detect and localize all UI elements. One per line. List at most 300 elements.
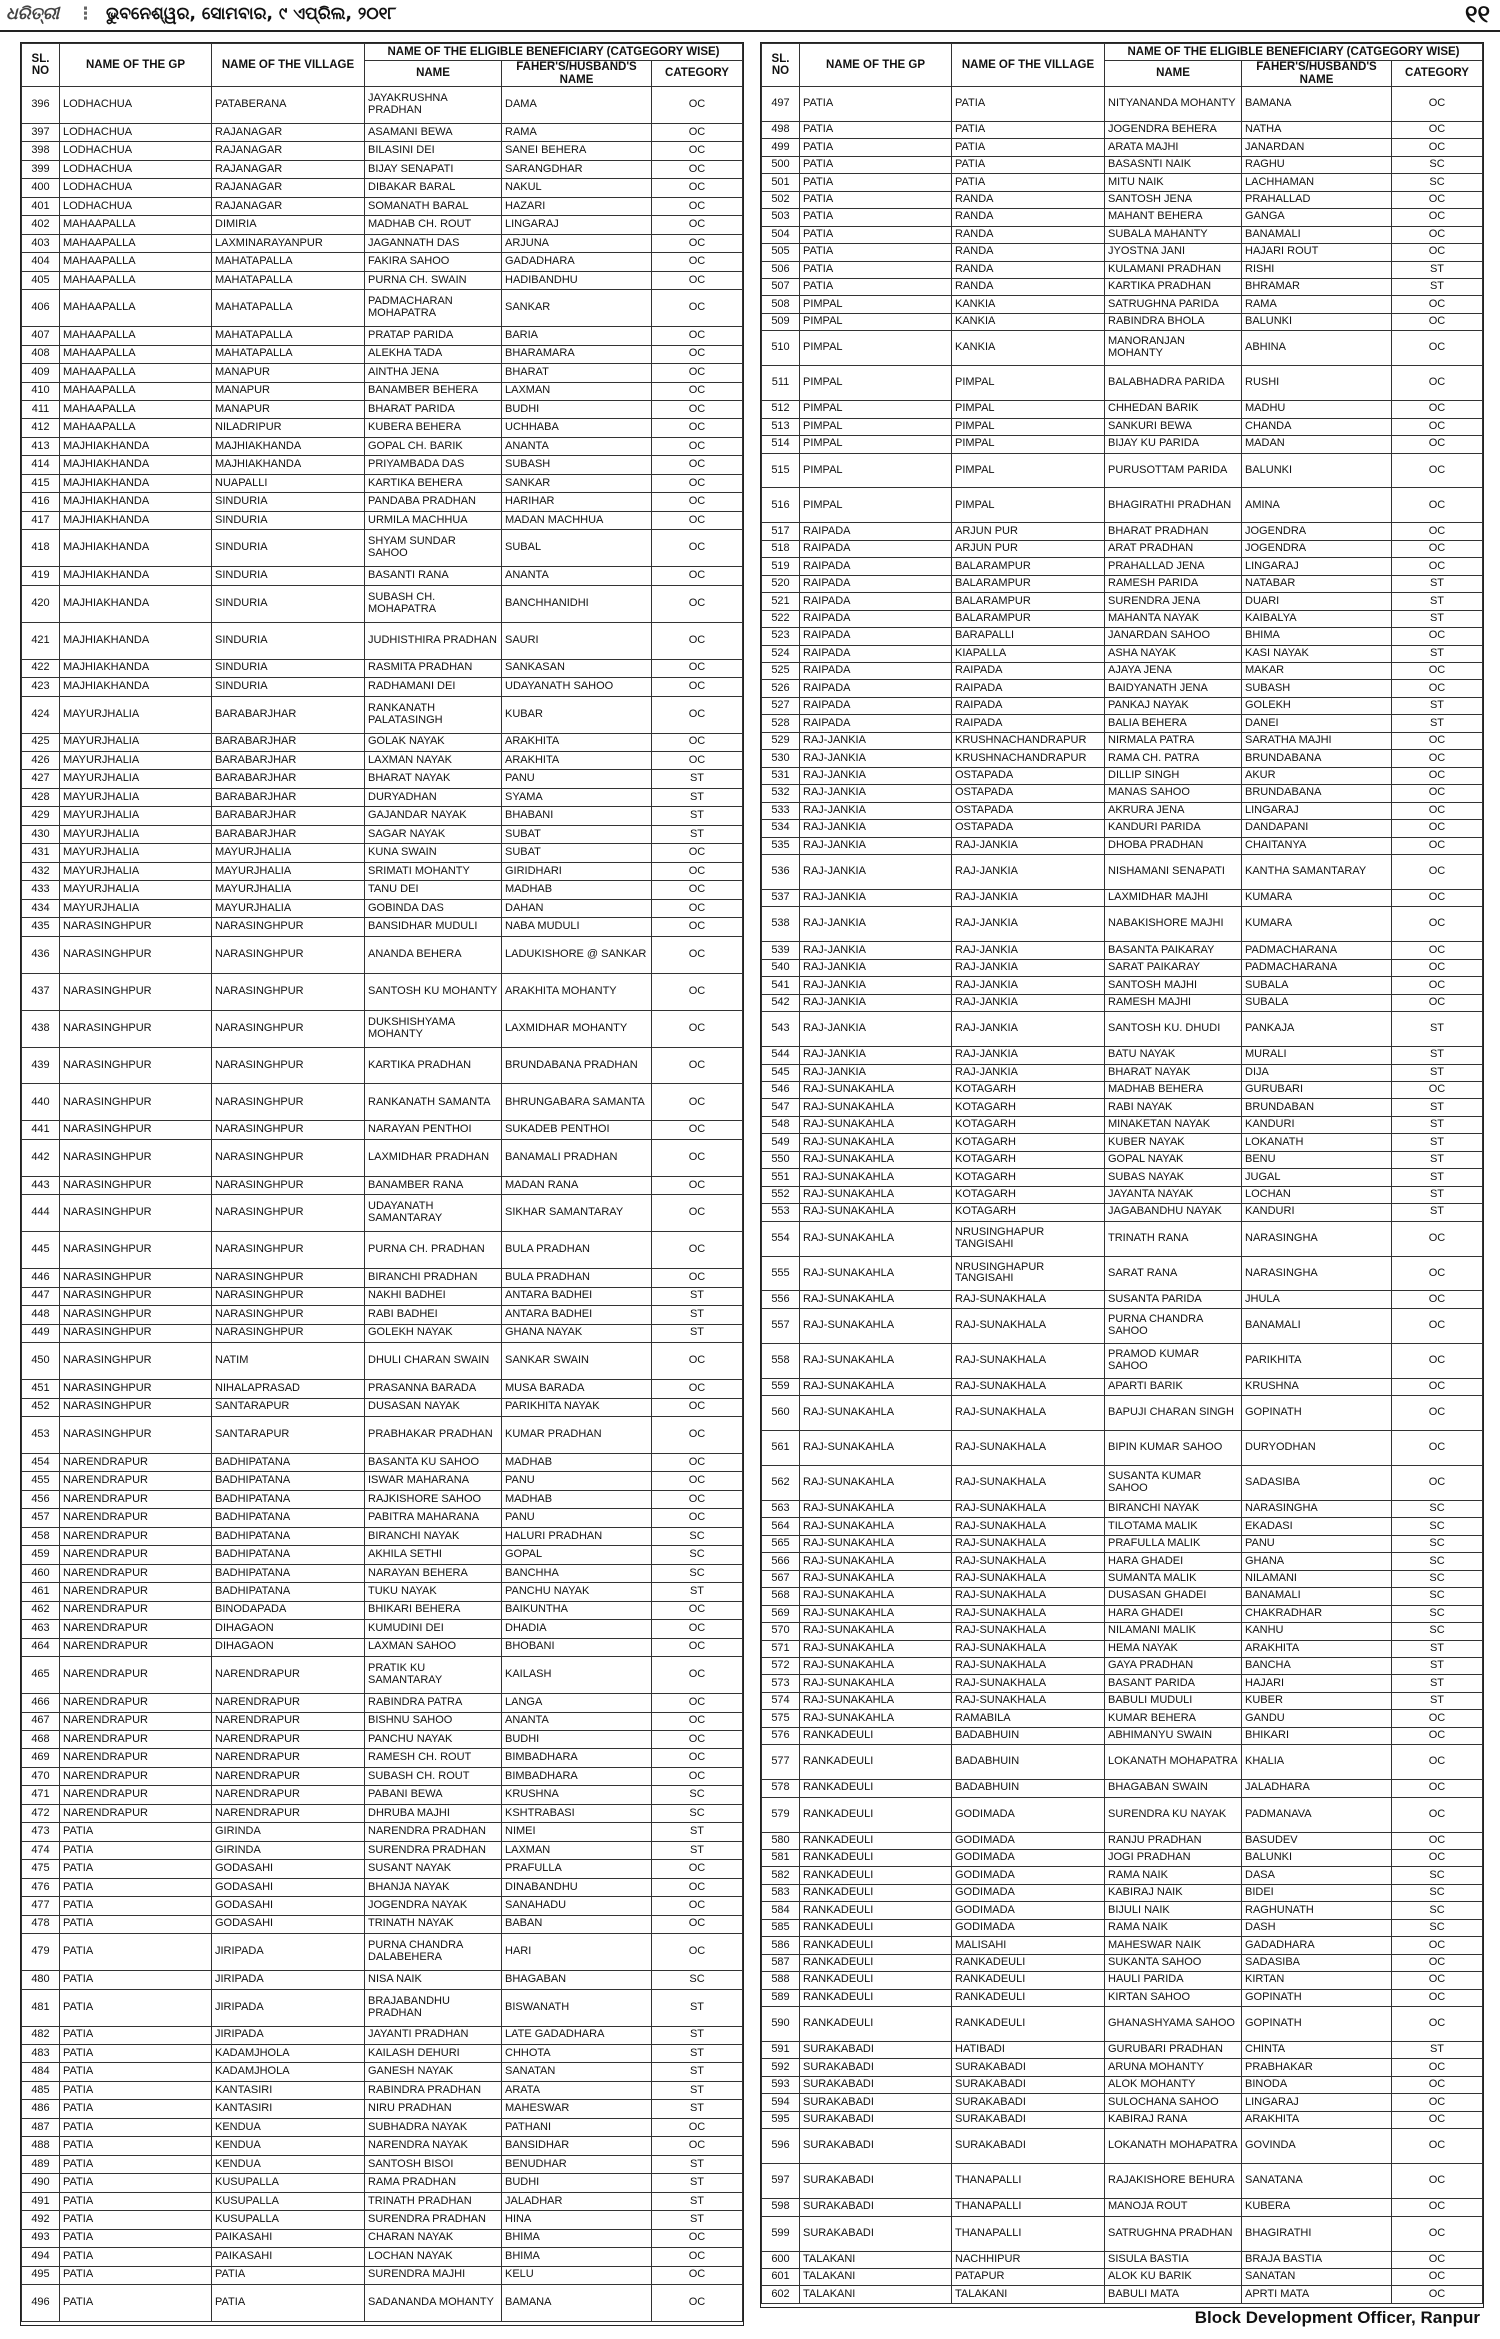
- category-cell: OC: [652, 179, 743, 197]
- father-name-cell: BALUNKI: [1242, 453, 1392, 488]
- father-name-cell: BHIMA: [502, 2229, 652, 2247]
- village-cell: BALARAMPUR: [952, 593, 1105, 610]
- gp-cell: RAJ-SUNAKAHLA: [800, 1640, 952, 1657]
- table-row: [762, 244, 1483, 261]
- name-cell: SURENDRA MAJHI: [365, 2266, 502, 2284]
- name-cell: KARTIKA BEHERA: [365, 474, 502, 492]
- sl-no-cell: 602: [762, 2286, 800, 2303]
- table-row: [22, 1269, 743, 1287]
- gp-cell: PATIA: [60, 2081, 212, 2099]
- father-name-cell: KASI NAYAK: [1242, 645, 1392, 662]
- sl-no-cell: 592: [762, 2059, 800, 2076]
- village-cell: SANTARAPUR: [212, 1416, 365, 1453]
- gp-cell: RAJ-JANKIA: [800, 1047, 952, 1064]
- village-cell: GIRINDA: [212, 1823, 365, 1841]
- table-row: [22, 271, 743, 289]
- table-row: [762, 174, 1483, 191]
- village-cell: RAJ-SUNAKHALA: [952, 1308, 1105, 1343]
- sl-no-cell: 557: [762, 1308, 800, 1343]
- name-cell: RADHAMANI DEI: [365, 678, 502, 696]
- father-name-cell: SANATAN: [1242, 2268, 1392, 2285]
- category-cell: OC: [652, 2118, 743, 2136]
- category-cell: ST: [652, 825, 743, 843]
- sl-no-cell: 416: [22, 493, 60, 511]
- category-cell: OC: [652, 2248, 743, 2266]
- col-village: NAME OF THE VILLAGE: [952, 44, 1105, 87]
- name-cell: BIJULI NAIK: [1105, 1902, 1242, 1919]
- sl-no-cell: 440: [22, 1084, 60, 1121]
- name-cell: UDAYANATH SAMANTARAY: [365, 1195, 502, 1232]
- father-name-cell: BHABANI: [502, 807, 652, 825]
- sl-no-cell: 508: [762, 296, 800, 313]
- category-cell: OC: [652, 1010, 743, 1047]
- sl-no-cell: 594: [762, 2094, 800, 2111]
- name-cell: PANCHU NAYAK: [365, 1730, 502, 1748]
- village-cell: RAJ-SUNAKHALA: [952, 1640, 1105, 1657]
- sl-no-cell: 563: [762, 1500, 800, 1517]
- table-row: [762, 715, 1483, 732]
- father-name-cell: DAHAN: [502, 899, 652, 917]
- father-name-cell: RAGHU: [1242, 156, 1392, 173]
- category-cell: ST: [652, 2211, 743, 2229]
- father-name-cell: BINODA: [1242, 2076, 1392, 2093]
- father-name-cell: SANKAR: [502, 290, 652, 327]
- father-name-cell: BHIMA: [502, 2248, 652, 2266]
- sl-no-cell: 419: [22, 567, 60, 585]
- village-cell: RAJ-SUNAKHALA: [952, 1658, 1105, 1675]
- father-name-cell: BUDHI: [502, 1730, 652, 1748]
- father-name-cell: MADHU: [1242, 401, 1392, 418]
- table-row: [762, 575, 1483, 592]
- father-name-cell: BANCHA: [1242, 1658, 1392, 1675]
- table-row: [22, 530, 743, 567]
- table-row: [22, 1306, 743, 1324]
- table-row: [22, 1841, 743, 1859]
- gp-cell: NARENDRAPUR: [60, 1804, 212, 1822]
- father-name-cell: BIMBADHARA: [502, 1767, 652, 1785]
- category-cell: OC: [652, 918, 743, 936]
- category-cell: OC: [652, 419, 743, 437]
- father-name-cell: BANCHHANIDHI: [502, 585, 652, 622]
- gp-cell: RAJ-SUNAKAHLA: [800, 1204, 952, 1221]
- sl-no-cell: 409: [22, 364, 60, 382]
- father-name-cell: PRAHALLAD: [1242, 191, 1392, 208]
- village-cell: RAJ-SUNAKHALA: [952, 1692, 1105, 1709]
- village-cell: RAMABILA: [952, 1710, 1105, 1727]
- gp-cell: SURAKABADI: [800, 2059, 952, 2076]
- gp-cell: NARASINGHPUR: [60, 1010, 212, 1047]
- sl-no-cell: 407: [22, 327, 60, 345]
- village-cell: BADABHUIN: [952, 1745, 1105, 1780]
- sl-no-cell: 434: [22, 899, 60, 917]
- gp-cell: RAJ-SUNAKAHLA: [800, 1588, 952, 1605]
- father-name-cell: PRAFULLA: [502, 1860, 652, 1878]
- father-name-cell: SARANGDHAR: [502, 160, 652, 178]
- village-cell: SANTARAPUR: [212, 1398, 365, 1416]
- name-cell: SATRUGHNA PARIDA: [1105, 296, 1242, 313]
- category-cell: SC: [1392, 1518, 1483, 1535]
- table-row: [22, 1010, 743, 1047]
- name-cell: URMILA MACHHUA: [365, 511, 502, 529]
- gp-cell: NARENDRAPUR: [60, 1620, 212, 1638]
- father-name-cell: BENUDHAR: [502, 2155, 652, 2173]
- category-cell: OC: [652, 1084, 743, 1121]
- category-cell: SC: [1392, 1500, 1483, 1517]
- father-name-cell: PANU: [502, 1509, 652, 1527]
- gp-cell: MAJHIAKHANDA: [60, 493, 212, 511]
- name-cell: KUBERA BEHERA: [365, 419, 502, 437]
- name-cell: BHAGABAN SWAIN: [1105, 1780, 1242, 1797]
- table-row: [762, 313, 1483, 330]
- table-row: [762, 1553, 1483, 1570]
- category-cell: OC: [1392, 942, 1483, 959]
- sl-no-cell: 574: [762, 1692, 800, 1709]
- father-name-cell: APRTI MATA: [1242, 2286, 1392, 2303]
- name-cell: BASANTA PAIKARAY: [1105, 942, 1242, 959]
- gp-cell: PATIA: [800, 209, 952, 226]
- gp-cell: PIMPAL: [800, 313, 952, 330]
- father-name-cell: RAGHUNATH: [1242, 1902, 1392, 1919]
- table-row: [22, 2100, 743, 2118]
- table-row: [22, 1084, 743, 1121]
- name-cell: SURENDRA PRADHAN: [365, 1841, 502, 1859]
- category-cell: SC: [1392, 1605, 1483, 1622]
- table-row: [22, 1472, 743, 1490]
- name-cell: SANKURI BEWA: [1105, 418, 1242, 435]
- category-cell: OC: [1392, 418, 1483, 435]
- sl-no-cell: 491: [22, 2192, 60, 2210]
- sl-no-cell: 496: [22, 2285, 60, 2322]
- father-name-cell: SANKAR: [502, 474, 652, 492]
- village-cell: RAJ-SUNAKHALA: [952, 1518, 1105, 1535]
- gp-cell: NARASINGHPUR: [60, 1139, 212, 1176]
- gp-cell: RAJ-JANKIA: [800, 732, 952, 749]
- name-cell: ALOK MOHANTY: [1105, 2076, 1242, 2093]
- category-cell: OC: [652, 197, 743, 215]
- gp-cell: SURAKABADI: [800, 2199, 952, 2216]
- gp-cell: PATIA: [800, 244, 952, 261]
- village-cell: PIMPAL: [952, 418, 1105, 435]
- sl-no-cell: 494: [22, 2248, 60, 2266]
- sl-no-cell: 398: [22, 142, 60, 160]
- name-cell: PANKAJ NAYAK: [1105, 697, 1242, 714]
- gp-cell: NARENDRAPUR: [60, 1767, 212, 1785]
- father-name-cell: SIKHAR SAMANTARAY: [502, 1195, 652, 1232]
- table-row: [22, 290, 743, 327]
- name-cell: BANAMBER BEHERA: [365, 382, 502, 400]
- table-row: [762, 1832, 1483, 1849]
- sl-no-cell: 417: [22, 511, 60, 529]
- gp-cell: MAJHIAKHANDA: [60, 437, 212, 455]
- sl-no-cell: 584: [762, 1902, 800, 1919]
- sl-no-cell: 458: [22, 1527, 60, 1545]
- table-row: [22, 2285, 743, 2322]
- sl-no-cell: 464: [22, 1638, 60, 1656]
- village-cell: RAJ-SUNAKHALA: [952, 1291, 1105, 1308]
- name-cell: JAGANNATH DAS: [365, 234, 502, 252]
- father-name-cell: LANGA: [502, 1694, 652, 1712]
- category-cell: ST: [1392, 261, 1483, 278]
- table-row: [762, 2042, 1483, 2059]
- gp-cell: PATIA: [60, 1860, 212, 1878]
- category-cell: OC: [652, 142, 743, 160]
- category-cell: OC: [1392, 191, 1483, 208]
- gp-cell: NARENDRAPUR: [60, 1546, 212, 1564]
- sl-no-cell: 414: [22, 456, 60, 474]
- name-cell: PRABHAKAR PRADHAN: [365, 1416, 502, 1453]
- gp-cell: RAJ-SUNAKAHLA: [800, 1081, 952, 1098]
- sl-no-cell: 402: [22, 216, 60, 234]
- table-row: [762, 663, 1483, 680]
- village-cell: RANKADEULI: [952, 1989, 1105, 2006]
- name-cell: JAGABANDHU NAYAK: [1105, 1204, 1242, 1221]
- name-cell: ARAT PRADHAN: [1105, 540, 1242, 557]
- category-cell: OC: [652, 1657, 743, 1694]
- village-cell: RAJ-JANKIA: [952, 1047, 1105, 1064]
- sl-no-cell: 490: [22, 2174, 60, 2192]
- table-row: [22, 1546, 743, 1564]
- sl-no-cell: 578: [762, 1780, 800, 1797]
- category-cell: OC: [1392, 820, 1483, 837]
- table-row: [22, 1712, 743, 1730]
- gp-cell: SURAKABADI: [800, 2129, 952, 2164]
- category-cell: OC: [652, 345, 743, 363]
- name-cell: PRATAP PARIDA: [365, 327, 502, 345]
- name-cell: ISWAR MAHARANA: [365, 1472, 502, 1490]
- sl-no-cell: 600: [762, 2251, 800, 2268]
- table-row: [22, 2248, 743, 2266]
- table-row: [22, 160, 743, 178]
- gp-cell: RAJ-SUNAKAHLA: [800, 1605, 952, 1622]
- sl-no-cell: 546: [762, 1081, 800, 1098]
- table-row: [22, 1860, 743, 1878]
- father-name-cell: ARATA: [502, 2081, 652, 2099]
- sl-no-cell: 424: [22, 696, 60, 733]
- category-cell: ST: [652, 1583, 743, 1601]
- table-row: [22, 2192, 743, 2210]
- father-name-cell: SANATAN: [502, 2063, 652, 2081]
- category-cell: SC: [1392, 1919, 1483, 1936]
- table-row: [22, 493, 743, 511]
- village-cell: KUSUPALLA: [212, 2192, 365, 2210]
- village-cell: GODIMADA: [952, 1867, 1105, 1884]
- table-row: [762, 523, 1483, 540]
- sl-no-cell: 523: [762, 628, 800, 645]
- father-name-cell: LADUKISHORE @ SANKAR: [502, 936, 652, 973]
- father-name-cell: DANEI: [1242, 715, 1392, 732]
- name-cell: DUSASAN NAYAK: [365, 1398, 502, 1416]
- village-cell: SURAKABADI: [952, 2076, 1105, 2093]
- category-cell: OC: [1392, 767, 1483, 784]
- category-cell: OC: [1392, 296, 1483, 313]
- category-cell: OC: [1392, 523, 1483, 540]
- table-row: [762, 1937, 1483, 1954]
- category-cell: OC: [652, 364, 743, 382]
- name-cell: LAXMIDHAR MAJHI: [1105, 889, 1242, 906]
- sl-no-cell: 446: [22, 1269, 60, 1287]
- category-cell: OC: [652, 290, 743, 327]
- father-name-cell: SANKASAN: [502, 659, 652, 677]
- table-row: [22, 825, 743, 843]
- father-name-cell: CHAITANYA: [1242, 837, 1392, 854]
- gp-cell: MAYURJHALIA: [60, 696, 212, 733]
- name-cell: DURYADHAN: [365, 788, 502, 806]
- father-name-cell: HARI: [502, 1934, 652, 1971]
- sl-no-cell: 568: [762, 1588, 800, 1605]
- father-name-cell: KRUSHNA: [502, 1786, 652, 1804]
- sl-no-cell: 421: [22, 622, 60, 659]
- father-name-cell: MUSA BARADA: [502, 1380, 652, 1398]
- village-cell: NARENDRAPUR: [212, 1749, 365, 1767]
- gp-cell: NARENDRAPUR: [60, 1527, 212, 1545]
- table-row: [762, 820, 1483, 837]
- category-cell: SC: [652, 1564, 743, 1582]
- name-cell: KARTIKA PRADHAN: [365, 1047, 502, 1084]
- father-name-cell: SANKAR SWAIN: [502, 1343, 652, 1380]
- father-name-cell: MAKAR: [1242, 663, 1392, 680]
- table-row: [22, 1583, 743, 1601]
- name-cell: SURENDRA PRADHAN: [365, 2211, 502, 2229]
- gp-cell: PIMPAL: [800, 331, 952, 366]
- sl-no-cell: 522: [762, 610, 800, 627]
- father-name-cell: LAXMAN: [502, 382, 652, 400]
- gp-cell: PATIA: [800, 121, 952, 138]
- village-cell: RAJ-JANKIA: [952, 1064, 1105, 1081]
- category-cell: OC: [652, 530, 743, 567]
- category-cell: OC: [1392, 628, 1483, 645]
- name-cell: SUSANTA KUMAR SAHOO: [1105, 1466, 1242, 1501]
- father-name-cell: LATE GADADHARA: [502, 2026, 652, 2044]
- table-row: [762, 1431, 1483, 1466]
- category-cell: OC: [652, 1176, 743, 1194]
- sl-no-cell: 432: [22, 862, 60, 880]
- father-name-cell: DAMA: [502, 87, 652, 124]
- village-cell: SURAKABADI: [952, 2111, 1105, 2128]
- village-cell: NARASINGHPUR: [212, 1176, 365, 1194]
- village-cell: RAJ-JANKIA: [952, 942, 1105, 959]
- table-row: [22, 197, 743, 215]
- father-name-cell: KAILASH: [502, 1657, 652, 1694]
- gp-cell: RAIPADA: [800, 523, 952, 540]
- category-cell: ST: [1392, 610, 1483, 627]
- name-cell: PRATIK KU SAMANTARAY: [365, 1657, 502, 1694]
- name-cell: MAHANT BEHERA: [1105, 209, 1242, 226]
- gp-cell: PATIA: [60, 2100, 212, 2118]
- gp-cell: RAJ-SUNAKAHLA: [800, 1116, 952, 1133]
- table-row: [762, 802, 1483, 819]
- category-cell: OC: [652, 1915, 743, 1933]
- gp-cell: RANKADEULI: [800, 1902, 952, 1919]
- village-cell: RANDA: [952, 244, 1105, 261]
- sl-no-cell: 543: [762, 1012, 800, 1047]
- table-row: [762, 1640, 1483, 1657]
- gp-cell: MAYURJHALIA: [60, 807, 212, 825]
- gp-cell: PATIA: [60, 2266, 212, 2284]
- table-row: [22, 696, 743, 733]
- village-cell: BARABARJHAR: [212, 733, 365, 751]
- name-cell: SANTOSH KU. DHUDI: [1105, 1012, 1242, 1047]
- father-name-cell: ANTARA BADHEI: [502, 1287, 652, 1305]
- sl-no-cell: 569: [762, 1605, 800, 1622]
- gp-cell: RAJ-JANKIA: [800, 837, 952, 854]
- gp-cell: RANKADEULI: [800, 1745, 952, 1780]
- category-cell: OC: [652, 899, 743, 917]
- category-cell: ST: [652, 2044, 743, 2062]
- gp-cell: PATIA: [60, 2192, 212, 2210]
- village-cell: RAIPADA: [952, 697, 1105, 714]
- gp-cell: RANKADEULI: [800, 1780, 952, 1797]
- sl-no-cell: 589: [762, 1989, 800, 2006]
- sl-no-cell: 405: [22, 271, 60, 289]
- sl-no-cell: 586: [762, 1937, 800, 1954]
- village-cell: NARASINGHPUR: [212, 1010, 365, 1047]
- father-name-cell: GHANA: [1242, 1553, 1392, 1570]
- gp-cell: RAJ-SUNAKAHLA: [800, 1291, 952, 1308]
- father-name-cell: PRABHAKAR: [1242, 2059, 1392, 2076]
- gp-cell: NARENDRAPUR: [60, 1453, 212, 1471]
- gp-cell: RAJ-SUNAKAHLA: [800, 1151, 952, 1168]
- category-cell: OC: [1392, 1972, 1483, 1989]
- table-row: [762, 1064, 1483, 1081]
- sl-no-cell: 537: [762, 889, 800, 906]
- father-name-cell: DASA: [1242, 1867, 1392, 1884]
- table-row: [22, 2026, 743, 2044]
- table-row: [762, 1081, 1483, 1098]
- sl-no-cell: 430: [22, 825, 60, 843]
- gp-cell: MAYURJHALIA: [60, 751, 212, 769]
- table-row: [762, 889, 1483, 906]
- sl-no-cell: 562: [762, 1466, 800, 1501]
- table-row: [762, 1169, 1483, 1186]
- village-cell: PATIA: [952, 156, 1105, 173]
- category-cell: ST: [652, 2100, 743, 2118]
- father-name-cell: ARJUNA: [502, 234, 652, 252]
- village-cell: DIHAGAON: [212, 1638, 365, 1656]
- name-cell: NARAYAN BEHERA: [365, 1564, 502, 1582]
- father-name-cell: DUARI: [1242, 593, 1392, 610]
- village-cell: GODIMADA: [952, 1850, 1105, 1867]
- category-cell: OC: [1392, 366, 1483, 401]
- sl-no-cell: 544: [762, 1047, 800, 1064]
- col-father: FAHER'S/HUSBAND'S NAME: [1242, 61, 1392, 87]
- father-name-cell: ARAKHITA MOHANTY: [502, 973, 652, 1010]
- father-name-cell: PADMANAVA: [1242, 1797, 1392, 1832]
- category-cell: OC: [652, 733, 743, 751]
- category-cell: ST: [1392, 2042, 1483, 2059]
- table-row: [22, 2063, 743, 2081]
- name-cell: RABI NAYAK: [1105, 1099, 1242, 1116]
- table-row: [762, 279, 1483, 296]
- gp-cell: TALAKANI: [800, 2286, 952, 2303]
- sl-no-cell: 486: [22, 2100, 60, 2118]
- father-name-cell: BANAMALI: [1242, 1588, 1392, 1605]
- village-cell: THANAPALLI: [952, 2164, 1105, 2199]
- sl-no-cell: 489: [22, 2155, 60, 2173]
- village-cell: NUAPALLI: [212, 474, 365, 492]
- category-cell: SC: [652, 1971, 743, 1989]
- gp-cell: RAJ-SUNAKAHLA: [800, 1378, 952, 1395]
- father-name-cell: ABHINA: [1242, 331, 1392, 366]
- table-row: [22, 401, 743, 419]
- village-cell: BADHIPATANA: [212, 1472, 365, 1490]
- village-cell: JIRIPADA: [212, 2026, 365, 2044]
- name-cell: PADMACHARAN MOHAPATRA: [365, 290, 502, 327]
- gp-cell: NARENDRAPUR: [60, 1712, 212, 1730]
- sl-no-cell: 552: [762, 1186, 800, 1203]
- village-cell: MAYURJHALIA: [212, 844, 365, 862]
- name-cell: RABINDRA PRADHAN: [365, 2081, 502, 2099]
- gp-cell: RAIPADA: [800, 593, 952, 610]
